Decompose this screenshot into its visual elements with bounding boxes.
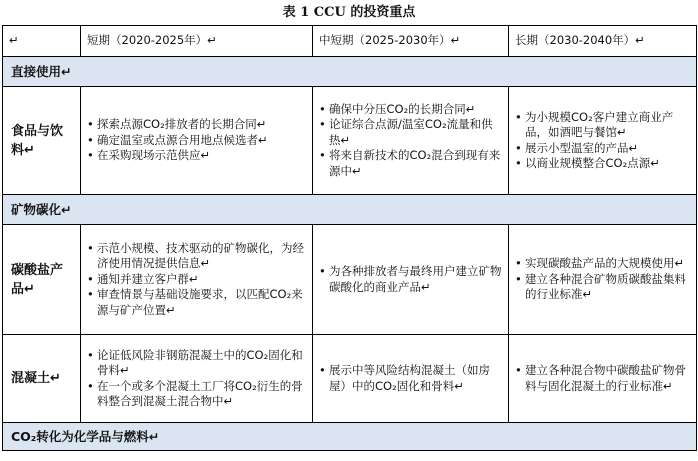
- bullet-list: [85, 348, 308, 410]
- section-row: [3, 57, 697, 87]
- section-chemicals-fuels: CO₂转化为化学品与燃料↵: [3, 423, 697, 451]
- list-item: • 确保中分压CO₂的长期合同↵: [317, 102, 504, 118]
- header-empty: ↵: [3, 26, 81, 57]
- cell-short: [81, 87, 313, 195]
- list-item: • 建立各种混合物中碳酸盐矿物骨料与固化混凝土的行业标准↵: [513, 363, 692, 394]
- section-mineral-carbonation: 矿物碳化↵: [3, 195, 697, 225]
- bullet-list: [317, 264, 504, 295]
- bullet-list: [513, 363, 692, 394]
- table-caption: 表 1 CCU 的投资重点: [282, 5, 416, 20]
- list-item: • 探索点源CO₂排放者的长期合同↵: [85, 117, 308, 133]
- cell-long: [509, 335, 697, 423]
- cell-short: [81, 335, 313, 423]
- bullet-list: [85, 117, 308, 164]
- row-label-carbonate-products: 碳酸盐产品↵: [3, 225, 81, 335]
- investment-table: [2, 25, 697, 451]
- cell-short: [81, 225, 313, 335]
- header-short-term: 短期（2020-2025年）↵: [81, 26, 313, 57]
- cell-mid: [313, 225, 509, 335]
- list-item: • 将来自新技术的CO₂混合到现有来源中↵: [317, 148, 504, 179]
- cell-mid: [313, 87, 509, 195]
- bullet-list: [513, 110, 692, 172]
- table-row: [3, 87, 697, 195]
- list-item: • 论证综合点源/温室CO₂流量和供热↵: [317, 117, 504, 148]
- list-item: • 确定温室或点源合用地点候选者↵: [85, 133, 308, 149]
- table-row: [3, 335, 697, 423]
- bullet-list: [317, 102, 504, 180]
- bullet-list: [513, 256, 692, 303]
- section-row: [3, 423, 697, 451]
- list-item: • 实现碳酸盐产品的大规模使用↵: [513, 256, 692, 272]
- row-label-concrete: 混凝土↵: [3, 335, 81, 423]
- list-item: • 示范小规模、技术驱动的矿物碳化，为经济使用情况提供信息↵: [85, 241, 308, 272]
- list-item: • 以商业规模整合CO₂点源↵: [513, 156, 692, 172]
- list-item: • 为小规模CO₂客户建立商业产品，如酒吧与餐馆↵: [513, 110, 692, 141]
- cell-long: [509, 87, 697, 195]
- row-label-food-beverage: 食品与饮料↵: [3, 87, 81, 195]
- header-long-term: 长期（2030-2040年）↵: [509, 26, 697, 57]
- section-row: [3, 195, 697, 225]
- list-item: • 在采购现场示范供应↵: [85, 148, 308, 164]
- list-item: • 展示中等风险结构混凝土（如房屋）中的CO₂固化和骨料↵: [317, 363, 504, 394]
- header-row: [3, 26, 697, 57]
- bullet-list: [317, 363, 504, 394]
- table-row: [3, 225, 697, 335]
- list-item: • 为各种排放者与最终用户建立矿物碳酸化的商业产品↵: [317, 264, 504, 295]
- list-item: • 审查情景与基础设施要求，以匹配CO₂来源与矿产位置↵: [85, 287, 308, 318]
- list-item: • 在一个或多个混凝土工厂将CO₂衍生的骨料整合到混凝土混合物中↵: [85, 379, 308, 410]
- list-item: • 通知并建立客户群↵: [85, 272, 308, 288]
- list-item: • 展示小型温室的产品↵: [513, 141, 692, 157]
- header-mid-term: 中短期（2025-2030年）↵: [313, 26, 509, 57]
- cell-mid: [313, 335, 509, 423]
- cell-long: [509, 225, 697, 335]
- list-item: • 建立各种混合矿物质碳酸盐集料的行业标准↵: [513, 272, 692, 303]
- section-direct-use: 直接使用↵: [3, 57, 697, 87]
- list-item: • 论证低风险非钢筋混凝土中的CO₂固化和骨料↵: [85, 348, 308, 379]
- bullet-list: [85, 241, 308, 319]
